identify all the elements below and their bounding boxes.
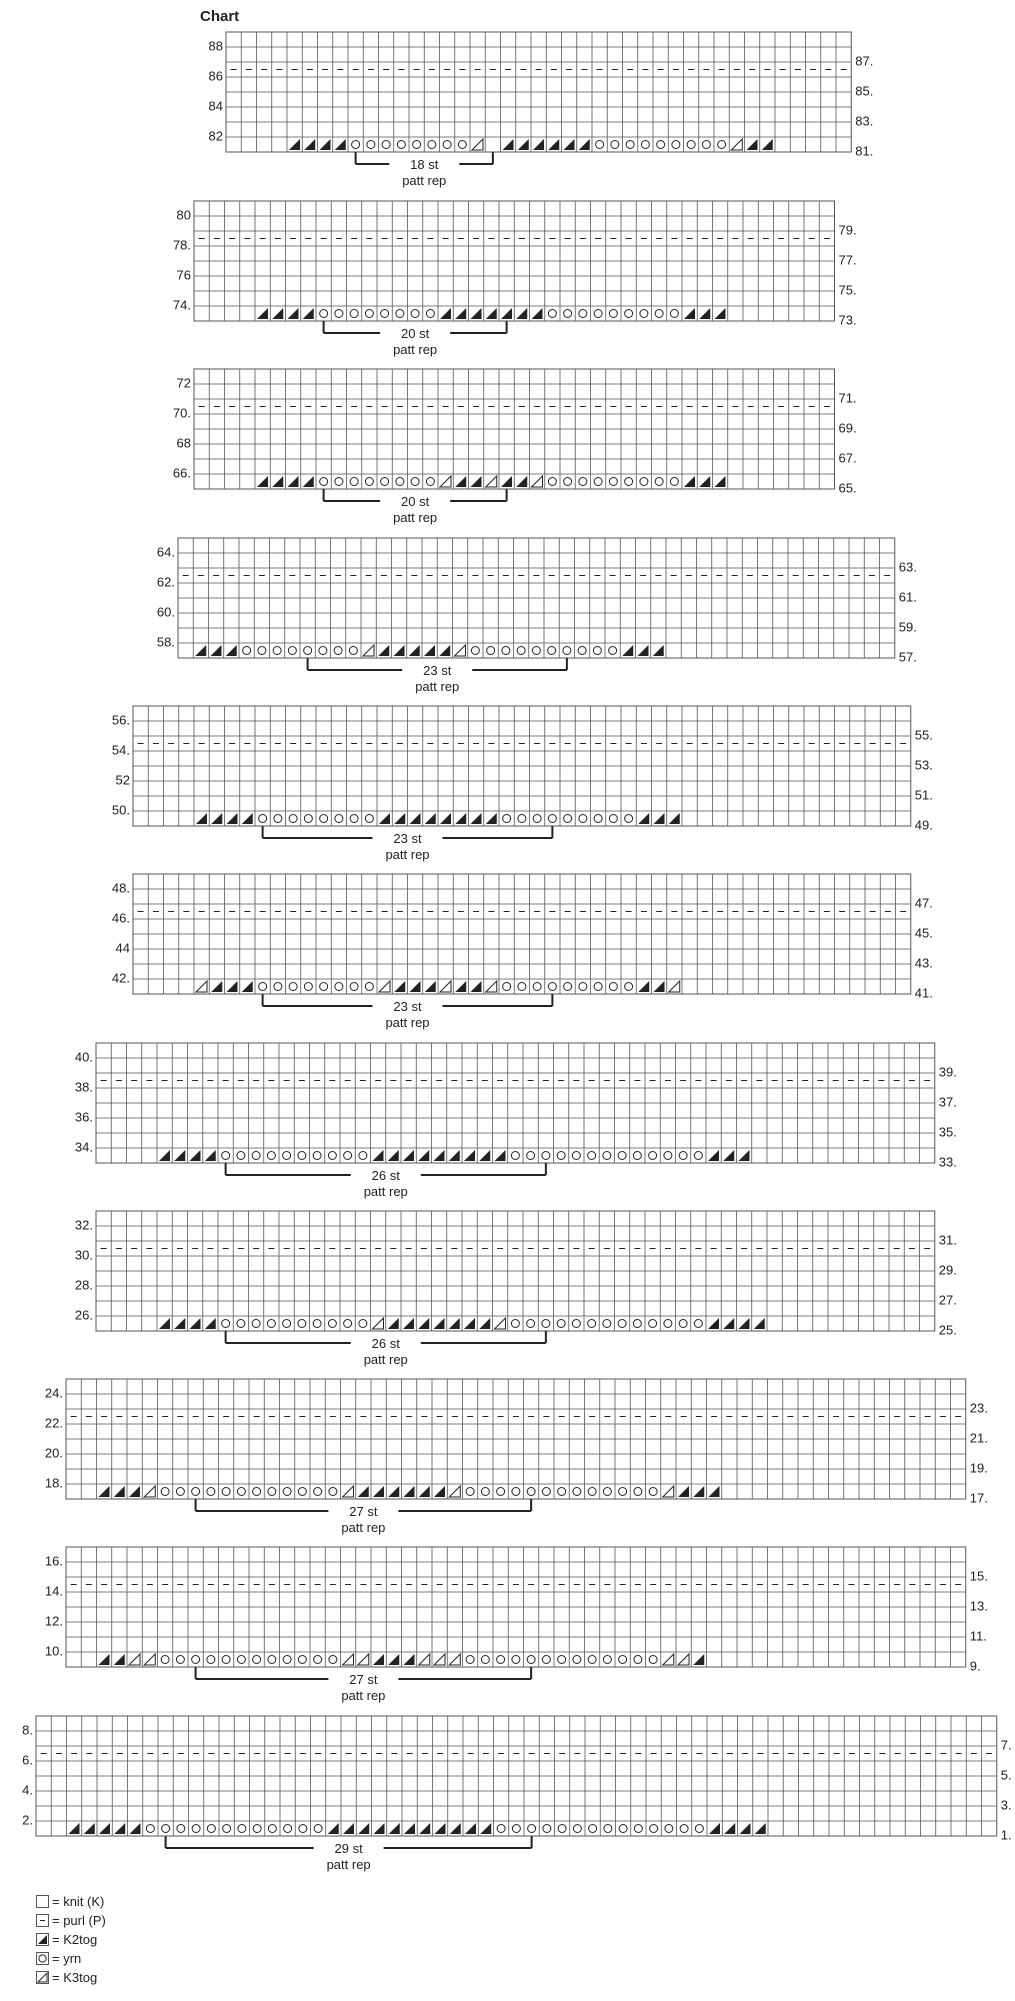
- legend-label: = knit (K): [52, 1893, 105, 1909]
- repeat-count: 27 st: [349, 1504, 378, 1519]
- legend-item-k2tog: [36, 1930, 106, 1948]
- row-number-right: 19.: [969, 1460, 988, 1476]
- row-number-right: 7.: [1000, 1737, 1012, 1753]
- row-number-left: 22.: [44, 1415, 63, 1431]
- row-number-right: 51.: [914, 787, 933, 803]
- row-number-right: 5.: [1000, 1767, 1012, 1783]
- purl-symbol-icon: [36, 1914, 49, 1927]
- row-number-left: 4.: [22, 1782, 33, 1798]
- row-number-right: 21.: [969, 1430, 988, 1446]
- repeat-count: 26 st: [371, 1336, 400, 1351]
- row-number-right: 49.: [914, 817, 933, 833]
- row-number-right: 73.: [838, 312, 857, 328]
- row-number-left: 52: [115, 772, 130, 788]
- row-number-right: 47.: [914, 895, 933, 911]
- row-number-right: 71.: [838, 390, 857, 406]
- row-number-left: 32.: [74, 1217, 93, 1233]
- repeat-count: 23 st: [393, 831, 422, 846]
- row-number-right: 87.: [855, 53, 874, 69]
- row-number-right: 33.: [938, 1154, 957, 1170]
- repeat-caption: patt rep: [415, 679, 460, 694]
- row-number-right: 63.: [898, 559, 917, 575]
- legend-item-k3tog: [36, 1968, 106, 1986]
- repeat-caption: patt rep: [385, 1015, 430, 1030]
- row-number-right: 81.: [855, 143, 874, 159]
- repeat-caption: patt rep: [393, 510, 438, 525]
- row-number-right: 77.: [838, 252, 857, 268]
- row-number-right: 17.: [969, 1490, 988, 1506]
- row-number-right: 85.: [855, 83, 874, 99]
- yrn-symbol-icon: [36, 1952, 49, 1965]
- row-number-right: 75.: [838, 282, 857, 298]
- repeat-caption: patt rep: [363, 1184, 408, 1199]
- row-number-right: 83.: [855, 113, 874, 129]
- repeat-count: 27 st: [349, 1672, 378, 1687]
- row-number-left: 80: [176, 207, 191, 223]
- row-number-left: 12.: [44, 1613, 63, 1629]
- row-number-left: 14.: [44, 1583, 63, 1599]
- row-number-right: 65.: [838, 480, 857, 496]
- row-number-left: 28.: [74, 1277, 93, 1293]
- repeat-caption: patt rep: [385, 847, 430, 862]
- row-number-right: 41.: [914, 985, 933, 1001]
- repeat-caption: patt rep: [326, 1857, 371, 1872]
- repeat-caption: patt rep: [393, 342, 438, 357]
- legend: [36, 1892, 106, 1987]
- legend-label: = K2tog: [52, 1931, 98, 1947]
- knit-symbol-icon: [36, 1895, 49, 1908]
- repeat-count: 23 st: [423, 663, 452, 678]
- row-number-right: 69.: [838, 420, 857, 436]
- row-number-left: 24.: [44, 1385, 63, 1401]
- row-number-right: 15.: [969, 1568, 988, 1584]
- repeat-caption: patt rep: [341, 1520, 386, 1535]
- row-number-left: 56.: [111, 712, 130, 728]
- row-number-left: 20.: [44, 1445, 63, 1461]
- row-number-right: 27.: [938, 1292, 957, 1308]
- row-number-left: 88: [208, 38, 223, 54]
- row-number-left: 76: [176, 267, 191, 283]
- row-number-left: 8.: [22, 1722, 33, 1738]
- row-number-right: 43.: [914, 955, 933, 971]
- row-number-left: 54.: [111, 742, 130, 758]
- repeat-count: 18 st: [410, 157, 439, 172]
- row-number-right: 61.: [898, 589, 917, 605]
- repeat-caption: patt rep: [341, 1688, 386, 1703]
- row-number-right: 31.: [938, 1232, 957, 1248]
- repeat-count: 29 st: [334, 1841, 363, 1856]
- row-number-left: 42.: [111, 970, 130, 986]
- row-number-left: 84: [208, 98, 223, 114]
- row-number-left: 6.: [22, 1752, 33, 1768]
- row-number-right: 67.: [838, 450, 857, 466]
- row-number-left: 38.: [74, 1079, 93, 1095]
- row-number-left: 48.: [111, 880, 130, 896]
- row-number-right: 57.: [898, 649, 917, 665]
- row-number-right: 35.: [938, 1124, 957, 1140]
- legend-item-yrn: [36, 1949, 106, 1967]
- row-number-right: 1.: [1000, 1827, 1012, 1843]
- repeat-caption: patt rep: [363, 1352, 408, 1367]
- row-number-left: 2.: [22, 1812, 33, 1828]
- row-number-left: 50.: [111, 802, 130, 818]
- legend-item-knit: [36, 1892, 106, 1910]
- row-number-left: 40.: [74, 1049, 93, 1065]
- k3tog-symbol-icon: [36, 1971, 49, 1984]
- row-number-left: 60.: [156, 604, 175, 620]
- row-number-right: 13.: [969, 1598, 988, 1614]
- row-number-left: 18.: [44, 1475, 63, 1491]
- row-number-left: 68: [176, 435, 191, 451]
- row-number-right: 25.: [938, 1322, 957, 1338]
- row-number-left: 64.: [156, 544, 175, 560]
- row-number-right: 53.: [914, 757, 933, 773]
- row-number-right: 79.: [838, 222, 857, 238]
- row-number-left: 62.: [156, 574, 175, 590]
- row-number-left: 78.: [172, 237, 191, 253]
- row-number-left: 86: [208, 68, 223, 84]
- row-number-left: 10.: [44, 1643, 63, 1659]
- row-number-right: 55.: [914, 727, 933, 743]
- row-number-left: 46.: [111, 910, 130, 926]
- row-number-left: 16.: [44, 1553, 63, 1569]
- row-number-left: 66.: [172, 465, 191, 481]
- chart-title: Chart: [200, 8, 240, 25]
- row-number-right: 59.: [898, 619, 917, 635]
- legend-label: = K3tog: [52, 1969, 98, 1985]
- row-number-right: 11.: [969, 1628, 987, 1644]
- row-number-left: 74.: [172, 297, 191, 313]
- repeat-count: 20 st: [401, 494, 430, 509]
- repeat-count: 23 st: [393, 999, 422, 1014]
- repeat-count: 26 st: [371, 1168, 400, 1183]
- row-number-right: 23.: [969, 1400, 988, 1416]
- row-number-left: 44: [115, 940, 130, 956]
- row-number-right: 29.: [938, 1262, 957, 1278]
- row-number-left: 58.: [156, 634, 175, 650]
- row-number-right: 9.: [969, 1658, 981, 1674]
- row-number-left: 82: [208, 128, 223, 144]
- row-number-left: 26.: [74, 1307, 93, 1323]
- legend-label: = purl (P): [52, 1912, 106, 1928]
- row-number-left: 70.: [172, 405, 191, 421]
- row-number-right: 45.: [914, 925, 933, 941]
- row-number-right: 39.: [938, 1064, 957, 1080]
- row-number-left: 72: [176, 375, 191, 391]
- row-number-left: 36.: [74, 1109, 93, 1125]
- row-number-right: 3.: [1000, 1797, 1012, 1813]
- legend-label: = yrn: [52, 1950, 82, 1966]
- legend-item-purl: [36, 1911, 106, 1929]
- row-number-right: 37.: [938, 1094, 957, 1110]
- repeat-caption: patt rep: [402, 173, 447, 188]
- row-number-left: 34.: [74, 1139, 93, 1155]
- k2tog-symbol-icon: [36, 1933, 49, 1946]
- repeat-count: 20 st: [401, 326, 430, 341]
- row-number-left: 30.: [74, 1247, 93, 1263]
